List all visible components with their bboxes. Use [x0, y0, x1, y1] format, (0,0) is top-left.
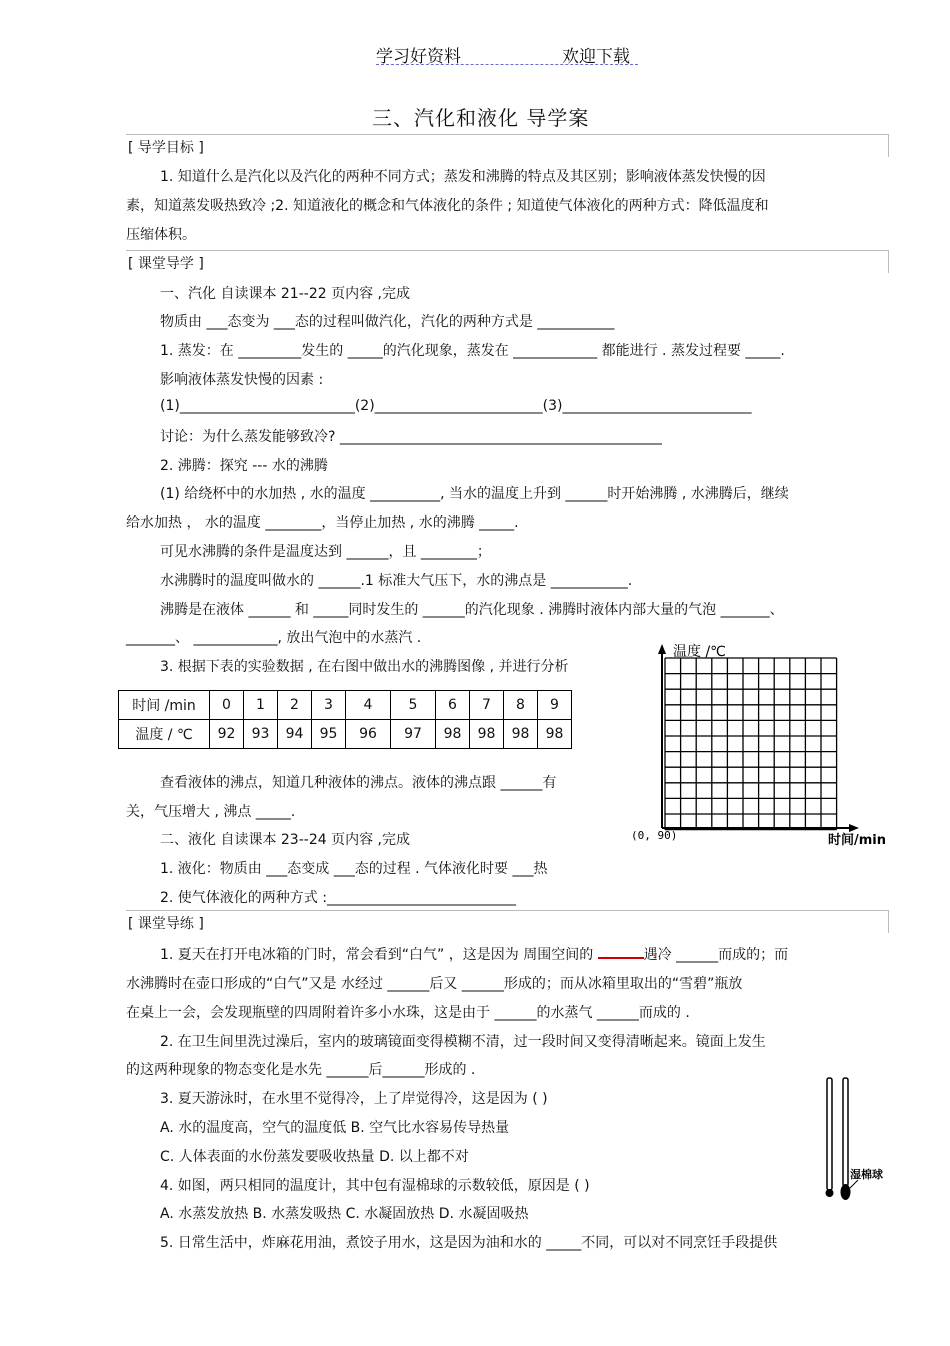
table-cell: 7	[470, 691, 504, 720]
guide-line: 一、汽化 自读课本 21--22 页内容 ,完成	[160, 286, 410, 302]
goal-line: 压缩体积。	[126, 227, 196, 243]
y-axis-label: 温度 /℃	[673, 644, 726, 660]
guide-line: 讨论：为什么蒸发能够致冷? ______________________________________________	[160, 429, 662, 445]
table-cell: 8	[504, 691, 538, 720]
table-cell: 95	[312, 720, 346, 749]
thermometers-figure	[818, 1072, 888, 1204]
text-line: 查看液体的沸点，知道几种液体的沸点。液体的沸点跟 ______有	[160, 775, 557, 791]
question-4-options: A. 水蒸发放热 B. 水蒸发吸热 C. 水凝固放热 D. 水凝固吸热	[160, 1206, 529, 1222]
table-cell: 4	[346, 691, 391, 720]
text-line: 二、液化 自读课本 23--24 页内容 ,完成	[160, 832, 410, 848]
header-divider	[376, 64, 638, 65]
x-axis-arrow	[849, 824, 859, 832]
guide-line: 给水加热 ， 水的温度 ________，当停止加热 , 水的沸腾 _____.	[126, 515, 519, 531]
guide-line: 水沸腾时的温度叫做水的 ______.1 标准大气压下，水的沸点是 ___________.	[160, 573, 633, 589]
table-cell: 98	[504, 720, 538, 749]
boiling-graph	[625, 636, 895, 851]
guide-line: 物质由 ___态变为 ___态的过程叫做汽化，汽化的两种方式是 ___________	[160, 314, 615, 330]
table-row	[119, 720, 572, 749]
table-cell: 98	[538, 720, 572, 749]
text-line: 1. 液化：物质由 ___态变成 ___态的过程 . 气体液化时要 ___热	[160, 861, 548, 877]
table-cell: 1	[244, 691, 278, 720]
table-cell: 9	[538, 691, 572, 720]
table-cell: 94	[278, 720, 312, 749]
guide-line: (1) 给绕杯中的水加热 , 水的温度 __________, 当水的温度上升到 ______时开始沸腾 , 水沸腾后，继续	[160, 486, 789, 502]
question-4: 4. 如图，两只相同的温度计，其中包有湿棉球的示数较低，原因是 ( )	[160, 1178, 590, 1194]
section-guide	[126, 250, 889, 273]
guide-line: 影响液体蒸发快慢的因素 :	[160, 372, 324, 388]
guide-line: (1)_________________________(2)________________________(3)___________________________	[160, 398, 752, 414]
q1-text-b: 遇冷 ______而成的；而	[643, 947, 789, 963]
text-line: 关，气压增大 , 沸点 _____.	[126, 804, 296, 820]
table-cell: 2	[278, 691, 312, 720]
thermometer-wet	[843, 1078, 848, 1186]
question-2-line: 2. 在卫生间里洗过澡后，室内的玻璃镜面变得模糊不清，过一段时间又变得清晰起来。镜面上发生	[160, 1034, 766, 1050]
question-1-line: 水沸腾时在壶口形成的“白气”又是 水经过 ______后又 ______形成的；而从冰箱里取出的“雪碧”瓶放	[126, 976, 743, 992]
q1-text-a: 1. 夏天在打开电冰箱的门时，常会看到“白气” ，这是因为 周围空间的	[160, 947, 598, 963]
guide-line: 1. 蒸发：在 _________发生的 _____的汽化现象，蒸发在 ____________ 都能进行 . 蒸发过程要 _____.	[160, 343, 785, 359]
table-cell: 5	[391, 691, 436, 720]
section-goal	[126, 134, 889, 157]
question-1-line: 在桌上一会，会发现瓶壁的四周附着许多小水珠，这是由于 ______的水蒸气 ______而成的 .	[126, 1005, 690, 1021]
text-line: 2. 使气体液化的两种方式 :___________________________	[160, 890, 516, 906]
section-practice	[126, 910, 889, 933]
table-cell: 98	[436, 720, 470, 749]
label-pointer	[850, 1180, 858, 1188]
goal-line: 1. 知道什么是汽化以及汽化的两种不同方式；蒸发和沸腾的特点及其区别；影响液体蒸发快慢的因	[160, 169, 766, 185]
table-cell: 时间 /min	[119, 691, 210, 720]
question-1-line	[160, 944, 788, 964]
table-cell: 93	[244, 720, 278, 749]
table-cell: 温度 / ℃	[119, 720, 210, 749]
guide-line: 3. 根据下表的实验数据 , 在右图中做出水的沸腾图像 , 并进行分析	[160, 659, 569, 675]
guide-line: _______、 ____________, 放出气泡中的水蒸汽 .	[126, 630, 422, 646]
header-right: 欢迎下载	[562, 47, 630, 67]
page-title: 三、汽化和液化 导学案	[372, 106, 590, 130]
table-row	[119, 691, 572, 720]
table-cell: 6	[436, 691, 470, 720]
thermometer-dry	[827, 1078, 832, 1190]
question-5: 5. 日常生活中，炸麻花用油，煮饺子用水，这是因为油和水的 _____不同，可以对不同烹饪手段提供	[160, 1235, 778, 1251]
origin-label: (0, 90)	[631, 829, 678, 842]
question-2-line: 的这两种现象的物态变化是水先 ______后______形成的 .	[126, 1062, 476, 1078]
section-practice-label: [ 课堂导练 ]	[128, 916, 204, 932]
wet-cotton-label: 湿棉球	[850, 1168, 883, 1181]
guide-line: 可见水沸腾的条件是温度达到 ______，且 ________；	[160, 544, 491, 560]
header-left: 学习好资料	[376, 47, 461, 67]
table-cell: 92	[210, 720, 244, 749]
section-guide-label: [ 课堂导学 ]	[128, 256, 204, 272]
table-cell: 98	[470, 720, 504, 749]
table-cell: 97	[391, 720, 436, 749]
guide-line: 2. 沸腾：探究 --- 水的沸腾	[160, 458, 328, 474]
goal-line: 素，知道蒸发吸热致冷 ;2. 知道液化的概念和气体液化的条件 ; 知道使气体液化的两种方式：降低温度和	[126, 198, 769, 214]
graph-grid	[665, 658, 837, 830]
question-3-options: C. 人体表面的水份蒸发要吸收热量 D. 以上都不对	[160, 1149, 469, 1165]
y-axis-arrow	[658, 644, 666, 654]
wet-cotton-ball	[841, 1184, 851, 1200]
table-cell: 96	[346, 720, 391, 749]
table-cell: 0	[210, 691, 244, 720]
table-cell: 3	[312, 691, 346, 720]
data-table	[118, 690, 572, 749]
section-goal-label: [ 导学目标 ]	[128, 140, 204, 156]
x-axis-label: 时间/min	[828, 833, 887, 848]
question-3-options: A. 水的温度高，空气的温度低 B. 空气比水容易传导热量	[160, 1120, 510, 1136]
thermometer-dry-bulb	[826, 1189, 834, 1197]
red-blank	[598, 957, 644, 959]
guide-line: 沸腾是在液体 ______ 和 _____同时发生的 ______的汽化现象 . 沸腾时液体内部大量的气泡 _______、	[160, 602, 784, 618]
question-3: 3. 夏天游泳时，在水里不觉得冷，上了岸觉得冷，这是因为 ( )	[160, 1091, 548, 1107]
